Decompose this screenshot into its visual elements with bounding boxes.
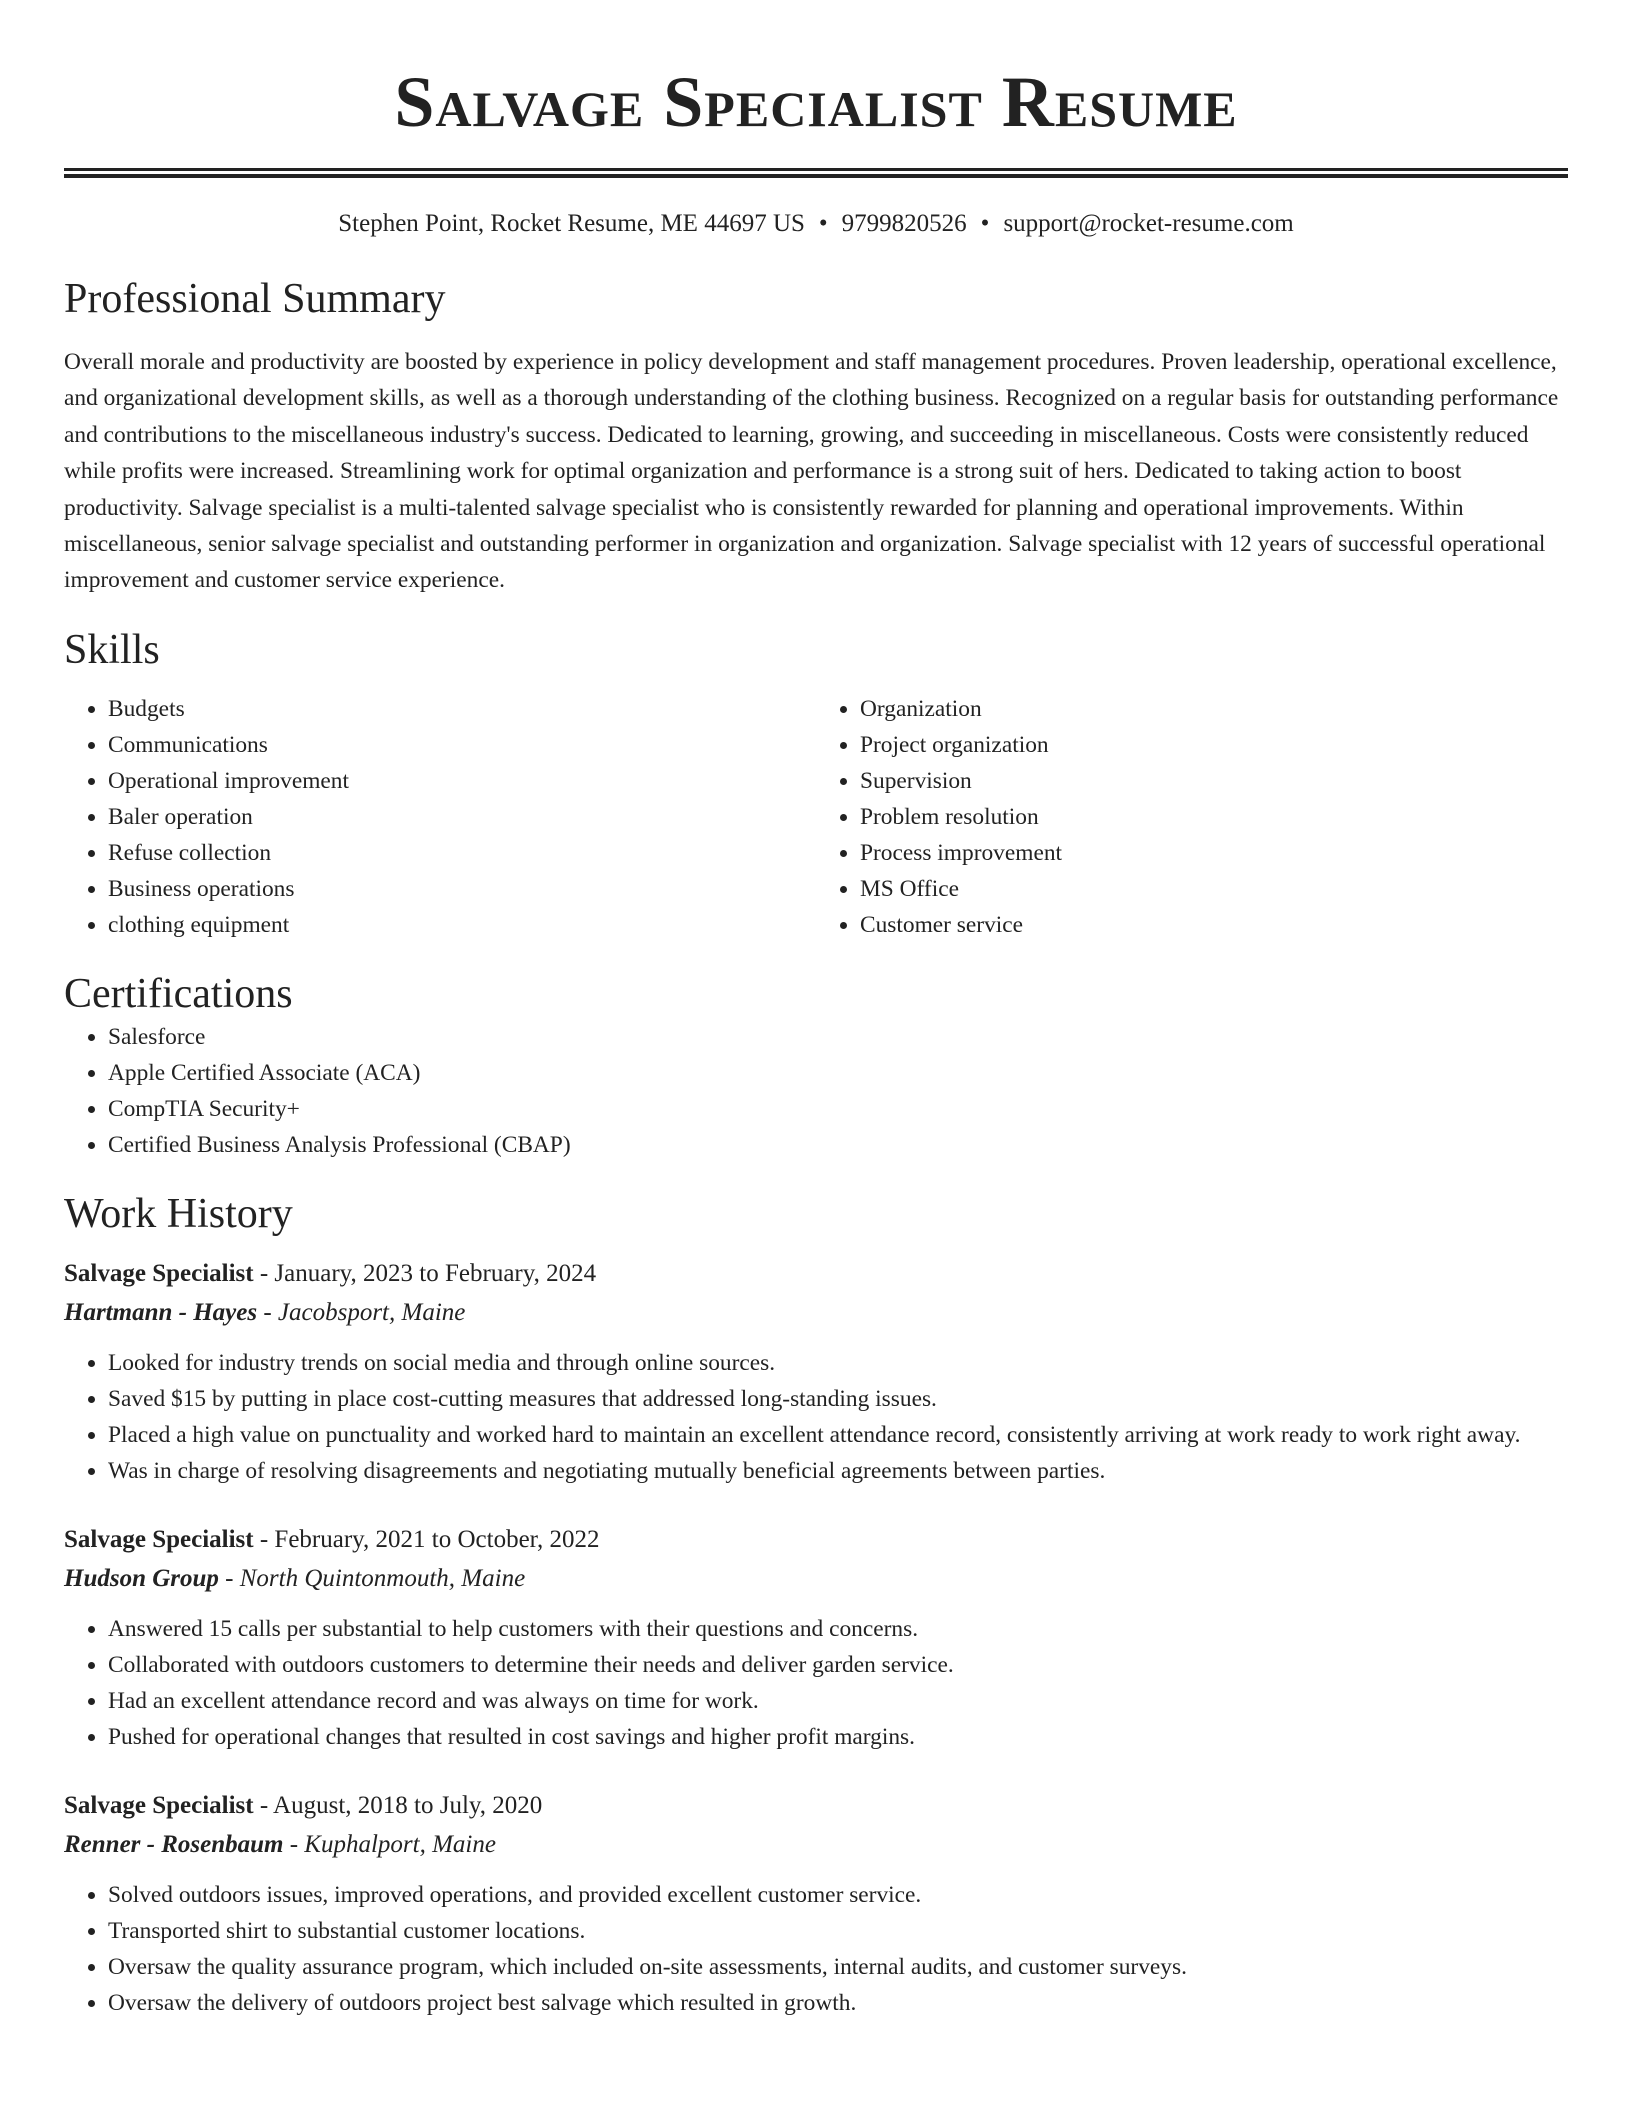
job-dates: - January, 2023 to February, 2024 <box>253 1259 597 1287</box>
summary-heading: Professional Summary <box>64 276 446 322</box>
company-location: - North Quintonmouth, Maine <box>218 1564 526 1592</box>
job-bullet: • Oversaw the delivery of outdoors project best salvage which resulted in growth. <box>108 1985 1568 2021</box>
skill-item: • clothing equipment <box>108 907 816 943</box>
job-title: Salvage Specialist <box>64 1259 254 1287</box>
company-line <box>64 1293 1568 1333</box>
skill-item: • Budgets <box>108 691 816 727</box>
company-name: Renner - Rosenbaum <box>64 1830 284 1858</box>
skill-item: • Project organization <box>860 727 1568 763</box>
job-bullet: • Solved outdoors issues, improved operations, and provided excellent customer service. <box>108 1877 1568 1913</box>
job-bullet: • Oversaw the quality assurance program, which included on-site assessments, internal audits, and customer surveys. <box>108 1949 1568 1985</box>
skill-item: • Business operations <box>108 871 816 907</box>
resume-title: Salvage Specialist Resume <box>394 62 1238 142</box>
certification-item: • Salesforce <box>108 1019 1568 1055</box>
job-bullet: • Pushed for operational changes that resulted in cost savings and higher profit margins. <box>108 1719 1568 1755</box>
work-history-heading: Work History <box>64 1190 293 1237</box>
job-title: Salvage Specialist <box>64 1525 254 1553</box>
contact-separator: • <box>818 210 828 237</box>
skill-item: • Process improvement <box>860 835 1568 871</box>
company-location: - Jacobsport, Maine <box>257 1298 466 1326</box>
skill-item: • Problem resolution <box>860 799 1568 835</box>
skill-item: • Supervision <box>860 763 1568 799</box>
skill-item: • Customer service <box>860 907 1568 943</box>
job-dates: - February, 2021 to October, 2022 <box>253 1525 600 1553</box>
job-title-line <box>64 1521 1568 1559</box>
job-bullet: • Placed a high value on punctuality and worked hard to maintain an excellent attendance record, consistently arriving at work ready to work right away. <box>108 1417 1568 1453</box>
job-bullet: • Saved $15 by putting in place cost-cutting measures that addressed long-standing issues. <box>108 1381 1568 1417</box>
skills-list-right <box>816 691 1568 943</box>
skill-item: • Communications <box>108 727 816 763</box>
job-title-line <box>64 1787 1568 1825</box>
job-bullet: • Looked for industry trends on social media and through online sources. <box>108 1345 1568 1381</box>
contact-phone: 9799820526 <box>841 210 967 237</box>
certification-item: • Apple Certified Associate (ACA) <box>108 1055 1568 1091</box>
job-bullet: • Transported shirt to substantial customer locations. <box>108 1913 1568 1949</box>
job-bullets <box>64 1877 1568 2021</box>
job-entry <box>64 1787 1568 2021</box>
job-bullet: • Had an excellent attendance record and was always on time for work. <box>108 1683 1568 1719</box>
skills-heading: Skills <box>64 626 160 673</box>
skills-columns <box>64 691 1568 943</box>
skill-item: • Baler operation <box>108 799 816 835</box>
job-bullets <box>64 1345 1568 1489</box>
skill-item: • MS Office <box>860 871 1568 907</box>
job-bullet: • Answered 15 calls per substantial to help customers with their questions and concerns. <box>108 1611 1568 1647</box>
job-bullet: • Collaborated with outdoors customers to determine their needs and deliver garden service. <box>108 1647 1568 1683</box>
skills-list-left <box>64 691 816 943</box>
job-dates: - August, 2018 to July, 2020 <box>253 1791 543 1819</box>
company-name: Hudson Group <box>64 1564 219 1592</box>
contact-address: Stephen Point, Rocket Resume, ME 44697 US <box>338 210 805 237</box>
company-line <box>64 1559 1568 1599</box>
certifications-list <box>64 1019 1568 1163</box>
skill-item: • Operational improvement <box>108 763 816 799</box>
certification-item: • CompTIA Security+ <box>108 1091 1568 1127</box>
contact-separator: • <box>980 210 990 237</box>
job-bullet: • Was in charge of resolving disagreements and negotiating mutually beneficial agreements between parties. <box>108 1453 1568 1489</box>
summary-text: Overall morale and productivity are boosted by experience in policy development and staff management procedures. Proven leadership, operational excellence, and organizational development skills, as well as a thorough understanding of the clothing business. Recognized on a regular basis for outstanding performance and contributions to the miscellaneous industry's success. Dedicated to learning, growing, and succeeding in miscellaneous. Costs were consistently reduced while profits were increased. Streamlining work for optimal organization and performance is a strong suit of hers. Dedicated to taking action to boost productivity. Salvage specialist is a multi-talented salvage specialist who is consistently rewarded for planning and operational improvements. Within miscellaneous, senior salvage specialist and outstanding performer in organization and organization. Salvage specialist with 12 years of successful operational improvement and customer service experience. <box>64 349 1559 594</box>
certifications-heading: Certifications <box>64 970 293 1017</box>
job-title-line <box>64 1255 1568 1293</box>
title-divider <box>64 168 1568 178</box>
company-name: Hartmann - Hayes <box>64 1298 258 1326</box>
contact-line <box>64 208 1568 240</box>
job-bullets <box>64 1611 1568 1755</box>
skill-item: • Organization <box>860 691 1568 727</box>
job-title: Salvage Specialist <box>64 1791 254 1819</box>
job-entry <box>64 1255 1568 1489</box>
company-location: - Kuphalport, Maine <box>283 1830 496 1858</box>
certification-item: • Certified Business Analysis Professional (CBAP) <box>108 1127 1568 1163</box>
contact-email[interactable]: support@rocket-resume.com <box>1003 210 1294 237</box>
skill-item: • Refuse collection <box>108 835 816 871</box>
job-entry <box>64 1521 1568 1755</box>
company-line <box>64 1825 1568 1865</box>
